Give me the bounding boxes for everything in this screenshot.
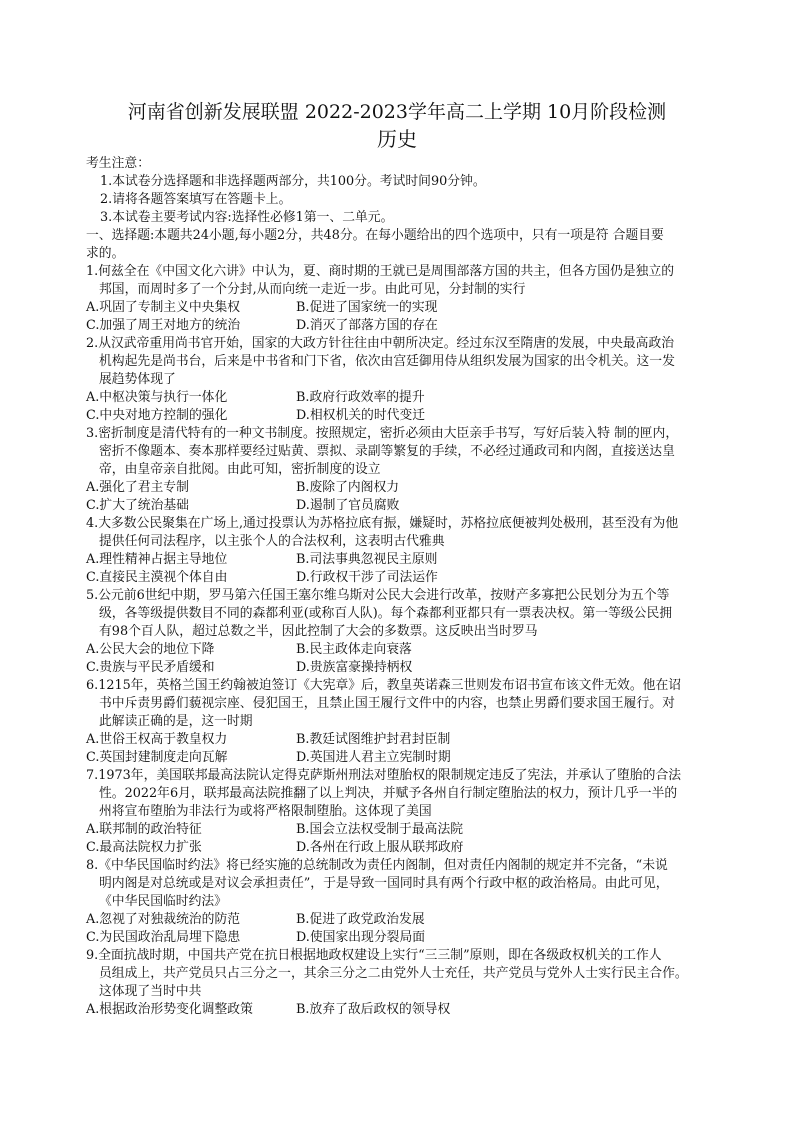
option-group (86, 911, 726, 947)
answer-option: A.公民大会的地位下降 (86, 642, 215, 657)
answer-option: A.根据政治形势变化调整政策 (86, 1002, 253, 1017)
answer-option: B.放弃了敌后政权的领导权 (296, 1002, 451, 1017)
question (86, 335, 726, 425)
answer-option: C.英国封建制度走向瓦解 (86, 750, 228, 765)
question-stem: 5.公元前6世纪中期，罗马第六任国王塞尔维乌斯对公民大会进行改革，按财产多寡把公民划分为五个等 (86, 588, 670, 603)
question-stem-cont: 机构起先是尚书台，后来是中书省和门下省，依次由宫廷御用侍从组织发展为国家的出令机关。这一发 (99, 354, 675, 369)
answer-option: D.英国进人君主立宪制时期 (296, 750, 451, 765)
notice-item: 1.本试卷分选择题和非选择题两部分，共100分。考试时间90分钟。 (100, 174, 486, 189)
answer-option: B.废除了内阁权力 (296, 480, 400, 495)
answer-option: B.民主政体走向衰落 (296, 642, 412, 657)
answer-option: C.加强了周王对地方的统治 (86, 318, 241, 333)
question-stem: 2.从汉武帝重用尚书官开始，国家的大政方针往往由中朝所决定。经过东汉至隋唐的发展，中央最高政治 (86, 336, 675, 351)
answer-option: D.相权机关的时代变迁 (296, 408, 426, 423)
question-stem: 4.大多数公民聚集在广场上,通过投票认为苏格拉底有振，嫌疑时，苏格拉底便被判处极刑，甚至没有为他 (86, 516, 679, 531)
answer-option: B.司法事典忽视民主原则 (296, 552, 438, 567)
answer-option: B.政府行政效率的提升 (296, 390, 425, 405)
answer-option: D.消灭了部落方国的存在 (296, 318, 438, 333)
question (86, 263, 726, 335)
option-group (86, 641, 726, 677)
question-stem-cont: 员组成上，共产党员只占三分之一，其余三分之二由党外人士充任，共产党员与党外人士实行民主合作。 (99, 966, 688, 981)
answer-option: A.理性精神占据主导地位 (86, 552, 228, 567)
question-stem-cont: 此解读正确的是，这一时期 (99, 714, 253, 729)
answer-option: D.各州在行政上服从联邦政府 (296, 840, 464, 855)
answer-option: B.国会立法权受制于最高法院 (296, 822, 464, 837)
answer-option: C.为民国政治乱局埋下隐患 (86, 930, 241, 945)
question (86, 857, 726, 947)
answer-option: D.行政权干涉了司法运作 (296, 570, 438, 585)
question-stem-cont: 有98个百人队，超过总数之半，因此控制了大会的多数票。这反映出当时罗马 (99, 624, 538, 639)
question-stem: 7.1973年，美国联邦最高法院认定得克萨斯州刑法对堕胎权的限制规定违反了宪法，并承认了堕胎的合法 (86, 768, 682, 783)
answer-option: B.促进了政党政治发展 (296, 912, 425, 927)
answer-option: B.促进了国家统一的实现 (296, 300, 438, 315)
answer-option: C.最高法院权力扩张 (86, 840, 202, 855)
question-stem: 1.何兹全在《中国文化六讲》中认为，夏、商时期的王就已是周围部落方国的共主，但各方国仍是独立的 (86, 264, 675, 279)
question (86, 425, 726, 515)
question-stem-cont: 《中华民国临时约法》 (99, 894, 227, 909)
answer-option: A.强化了君主专制 (86, 480, 189, 495)
question-stem-cont: 性。2022年6月，联邦最高法院推翻了以上判决，并赋予各州自行制定堕胎法的权力，预计几乎一半的 (99, 786, 678, 801)
question (86, 767, 726, 857)
question-stem-cont: 邦国，而周时多了一个分封,从而向统一走近一步。由此可见，分封制的实行 (99, 282, 526, 297)
exam-body (86, 155, 726, 1019)
option-group (86, 389, 726, 425)
section-heading-cont: 求的。 (86, 246, 125, 261)
question-stem-cont: 级，各等级提供数目不同的森都利亚(或称百人队)。每个森都利亚都只有一票表决权。第一等级公民拥 (99, 606, 673, 621)
option-group (86, 479, 726, 515)
question-stem: 8.《中华民国临时约法》将已经实施的总统制改为责任内阁制，但对责任内阁制的规定并不完备，“未说 (86, 858, 668, 873)
answer-option: C.直接民主漠视个体自由 (86, 570, 228, 585)
answer-option: B.教廷试图维护封君封臣制 (296, 732, 451, 747)
question (86, 587, 726, 677)
question-list (86, 263, 726, 1019)
question-stem: 3.密折制度是清代特有的一种文书制度。按照规定，密折必须由大臣亲手书写，写好后装入特 制的匣内， (86, 426, 679, 441)
answer-option: D.遏制了官员腐败 (296, 498, 400, 513)
notice-item: 3.本试卷主要考试内容:选择性必修1第一、二单元。 (100, 210, 394, 225)
question-stem-cont: 帝，由皇帝亲自批阅。由此可知，密折制度的设立 (99, 462, 381, 477)
page-title: 河南省创新发展联盟 2022-2023学年高二上学期 10月阶段检测 (127, 101, 667, 123)
question (86, 515, 726, 587)
answer-option: C.扩大了统治基础 (86, 498, 189, 513)
answer-option: D.贵族富豪操持柄权 (296, 660, 413, 675)
notice-item: 2.请将各题答案填写在答题卡上。 (100, 192, 292, 207)
page-subtitle: 历史 (377, 127, 417, 151)
question-stem-cont: 书中斥责男爵们藐视宗座、侵犯国王，且禁止国王履行文件中的内容，也禁止男爵们要求国王履行。对 (99, 696, 675, 711)
answer-option: D.使国家出现分裂局面 (296, 930, 426, 945)
question (86, 677, 726, 767)
question (86, 947, 726, 1019)
option-group (86, 299, 726, 335)
question-stem-cont: 密折不像题本、奏本那样要经过贴黄、票拟、录副等繁复的手续，不必经过通政司和内阁，直接送达皇 (99, 444, 675, 459)
question-stem: 9.全面抗战时期，中国共产党在抗日根据地政权建设上实行“三三制”原则，即在各级政权机关的工作人 (86, 948, 662, 963)
question-stem-cont: 明内阁是对总统或是对议会承担责任”，于是导致一国同时具有两个行政中枢的政治格局。由此可见， (99, 876, 669, 891)
answer-option: A.忽视了对独裁统治的防范 (86, 912, 241, 927)
answer-option: C.中央对地方控制的强化 (86, 408, 228, 423)
option-group (86, 551, 726, 587)
answer-option: C.贵族与平民矛盾缓和 (86, 660, 215, 675)
option-group (86, 1001, 726, 1019)
question-stem: 6.1215年，英格兰国王约翰被迫签订《大宪章》后，教皇英诺森三世则发布诏书宣布该文件无效。他在诏 (86, 678, 682, 693)
option-group (86, 821, 726, 857)
question-stem-cont: 展趋势体现了 (99, 372, 176, 387)
section-heading: 一、选择题:本题共24小题,每小题2分，共48分。在每小题给出的四个选项中，只有一项是符 合题目要 (86, 228, 664, 243)
question-stem-cont: 州将宣布堕胎为非法行为或将严格限制堕胎。这体现了美国 (99, 804, 432, 819)
question-stem-cont: 提供任何司法程序，以主张个人的合法权利，这表明古代雅典 (99, 534, 445, 549)
answer-option: A.巩固了专制主义中央集权 (86, 300, 241, 315)
answer-option: A.联邦制的政治特征 (86, 822, 202, 837)
notice-heading: 考生注意： (86, 156, 150, 171)
question-stem-cont: 这体现了当时中共 (99, 984, 202, 999)
option-group (86, 731, 726, 767)
answer-option: A.中枢决策与执行一体化 (86, 390, 228, 405)
answer-option: A.世俗王权高于教皇权力 (86, 732, 228, 747)
